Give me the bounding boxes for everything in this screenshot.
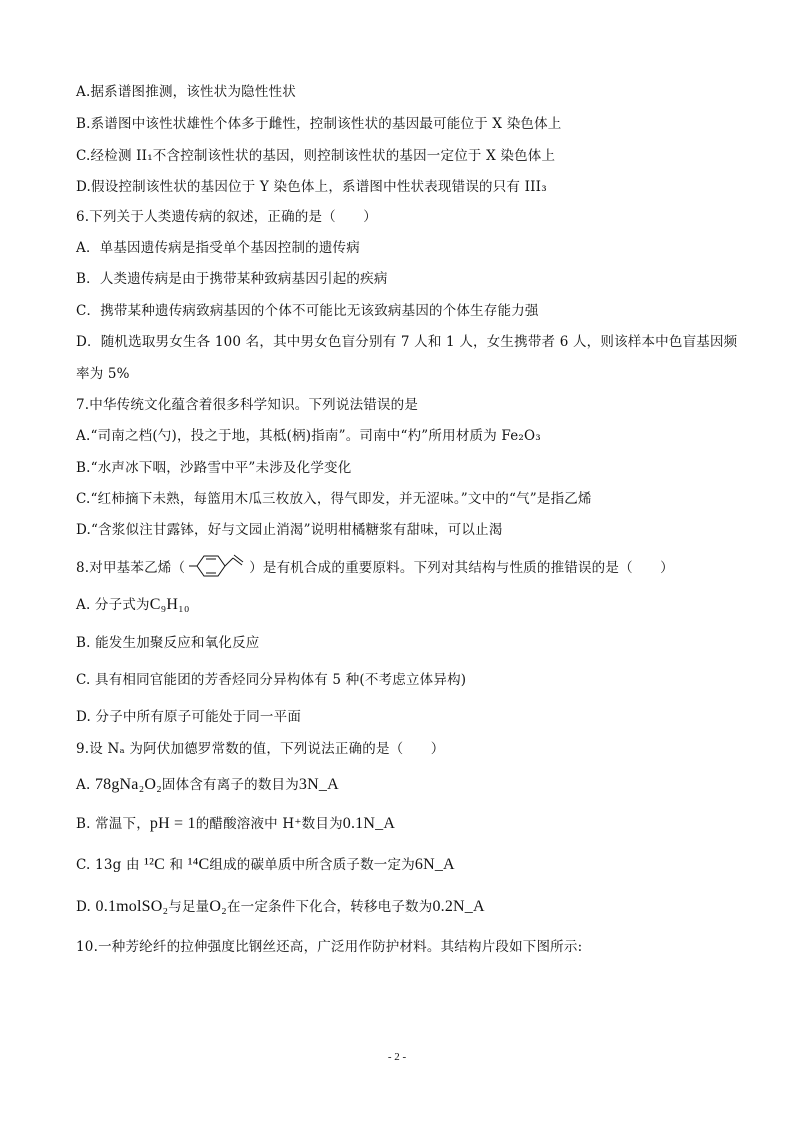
q9-option-c-text3: 组成的碳单质中所含质子数一定为 xyxy=(209,857,415,873)
q9-option-a-value: 3N_A xyxy=(298,776,339,793)
q9-option-b-formula: pH = 1 xyxy=(149,815,196,832)
q5-option-a: A.据系谱图推测，该性状为隐性性状 xyxy=(76,84,296,100)
q6-option-b: B．人类遗传病是由于携带某种致病基因引起的疾病 xyxy=(76,271,388,287)
q6-stem: 6.下列关于人类遗传病的叙述，正确的是（ ） xyxy=(76,209,377,225)
q9-option-b-text: 的醋酸溶液中 H⁺数目为 xyxy=(195,816,343,832)
q7-option-d: D.“含浆似注甘露钵，好与文园止消渴”说明柑橘糖浆有甜味，可以止渴 xyxy=(76,522,503,538)
q6-option-d-line2: 率为 5% xyxy=(76,366,130,382)
q9-option-d-value: 0.2N_A xyxy=(432,898,485,915)
q9-option-a-formula: 78gNa₂O₂ xyxy=(94,776,162,793)
q8-option-a-formula: C₉H₁₀ xyxy=(149,596,190,613)
p-methylstyrene-structure-icon xyxy=(187,553,247,584)
q9-option-c-isotope-1: ¹²C xyxy=(144,856,166,873)
q9-option-b-value: 0.1N_A xyxy=(342,815,396,832)
q8-stem xyxy=(76,553,674,584)
q7-option-c: C.“红柿摘下未熟，每篮用木瓜三枚放入，得气即发，并无涩味。”文中的“气”是指乙烯 xyxy=(76,491,592,507)
q6-option-a: A．单基因遗传病是指受单个基因控制的遗传病 xyxy=(76,240,360,256)
q9-option-d-label: D. xyxy=(76,899,92,915)
q6-option-c: C．携带某种遗传病致病基因的个体不可能比无该致病基因的个体生存能力强 xyxy=(76,303,539,319)
q9-option-c-text2: 和 xyxy=(169,857,184,873)
q9-option-d-formula-1: 0.1molSO₂ xyxy=(95,898,169,915)
q8-option-d: D. 分子中所有原子可能处于同一平面 xyxy=(76,709,302,725)
q9-option-d-formula-2: O₂ xyxy=(209,898,227,915)
page-number: - 2 - xyxy=(387,1051,407,1063)
q8-option-a xyxy=(76,596,190,614)
q6-option-d-line1: D．随机选取男女生各 100 名，其中男女色盲分别有 7 人和 1 人，女生携带者 6 人，则该样本中色盲基因频 xyxy=(76,334,738,350)
q9-option-c-isotope-2: ¹⁴C xyxy=(187,856,210,873)
q7-option-a: A.“司南之档(勺)，投之于地，其柢(柄)指南”。司南中“杓”所用材质为 Fe₂O₃ xyxy=(76,428,541,444)
q9-option-d-text1: 与足量 xyxy=(168,899,210,915)
q8-option-a-text: A. 分子式为 xyxy=(76,597,150,613)
q9-stem: 9.设 Nₐ 为阿伏加德罗常数的值，下列说法正确的是（ ） xyxy=(76,741,445,757)
q9-option-c xyxy=(76,856,455,874)
q8-option-b: B. 能发生加聚反应和氧化反应 xyxy=(76,635,260,651)
q8-stem-before: 8.对甲基苯乙烯（ xyxy=(76,560,186,576)
q9-option-a-label: A. xyxy=(76,777,91,793)
q9-option-d xyxy=(76,898,485,916)
q7-stem: 7.中华传统文化蕴含着很多科学知识。下列说法错误的是 xyxy=(76,397,419,413)
q5-option-b: B.系谱图中该性状雄性个体多于雌性，控制该性状的基因最可能位于 X 染色体上 xyxy=(76,116,562,132)
q8-option-c: C. 具有相同官能团的芳香烃同分异构体有 5 种(不考虑立体异构) xyxy=(76,672,467,688)
q9-option-a xyxy=(76,776,339,794)
q9-option-a-text: 固体含有离子的数目为 xyxy=(161,777,299,793)
q10-stem: 10.一种芳纶纤的拉伸强度比钢丝还高，广泛用作防护材料。其结构片段如下图所示: xyxy=(76,939,583,955)
q9-option-d-text2: 在一定条件下化合，转移电子数为 xyxy=(226,899,433,915)
q8-stem-after: ）是有机合成的重要原料。下列对其结构与性质的推错误的是（ ） xyxy=(249,560,674,576)
q5-option-d: D.假设控制该性状的基因位于 Y 染色体上，系谱图中性状表现错误的只有 III₃ xyxy=(76,179,547,195)
q9-option-c-value: 6N_A xyxy=(414,856,455,873)
q7-option-b: B.“水声冰下咽，沙路雪中平”未涉及化学变化 xyxy=(76,460,352,476)
q9-option-b xyxy=(76,815,395,833)
q9-option-b-label: B. 常温下， xyxy=(76,816,150,832)
q9-option-c-text1: C. 13g 由 xyxy=(76,857,140,873)
q5-option-c: C.经检测 II₁不含控制该性状的基因，则控制该性状的基因一定位于 X 染色体上 xyxy=(76,148,556,164)
